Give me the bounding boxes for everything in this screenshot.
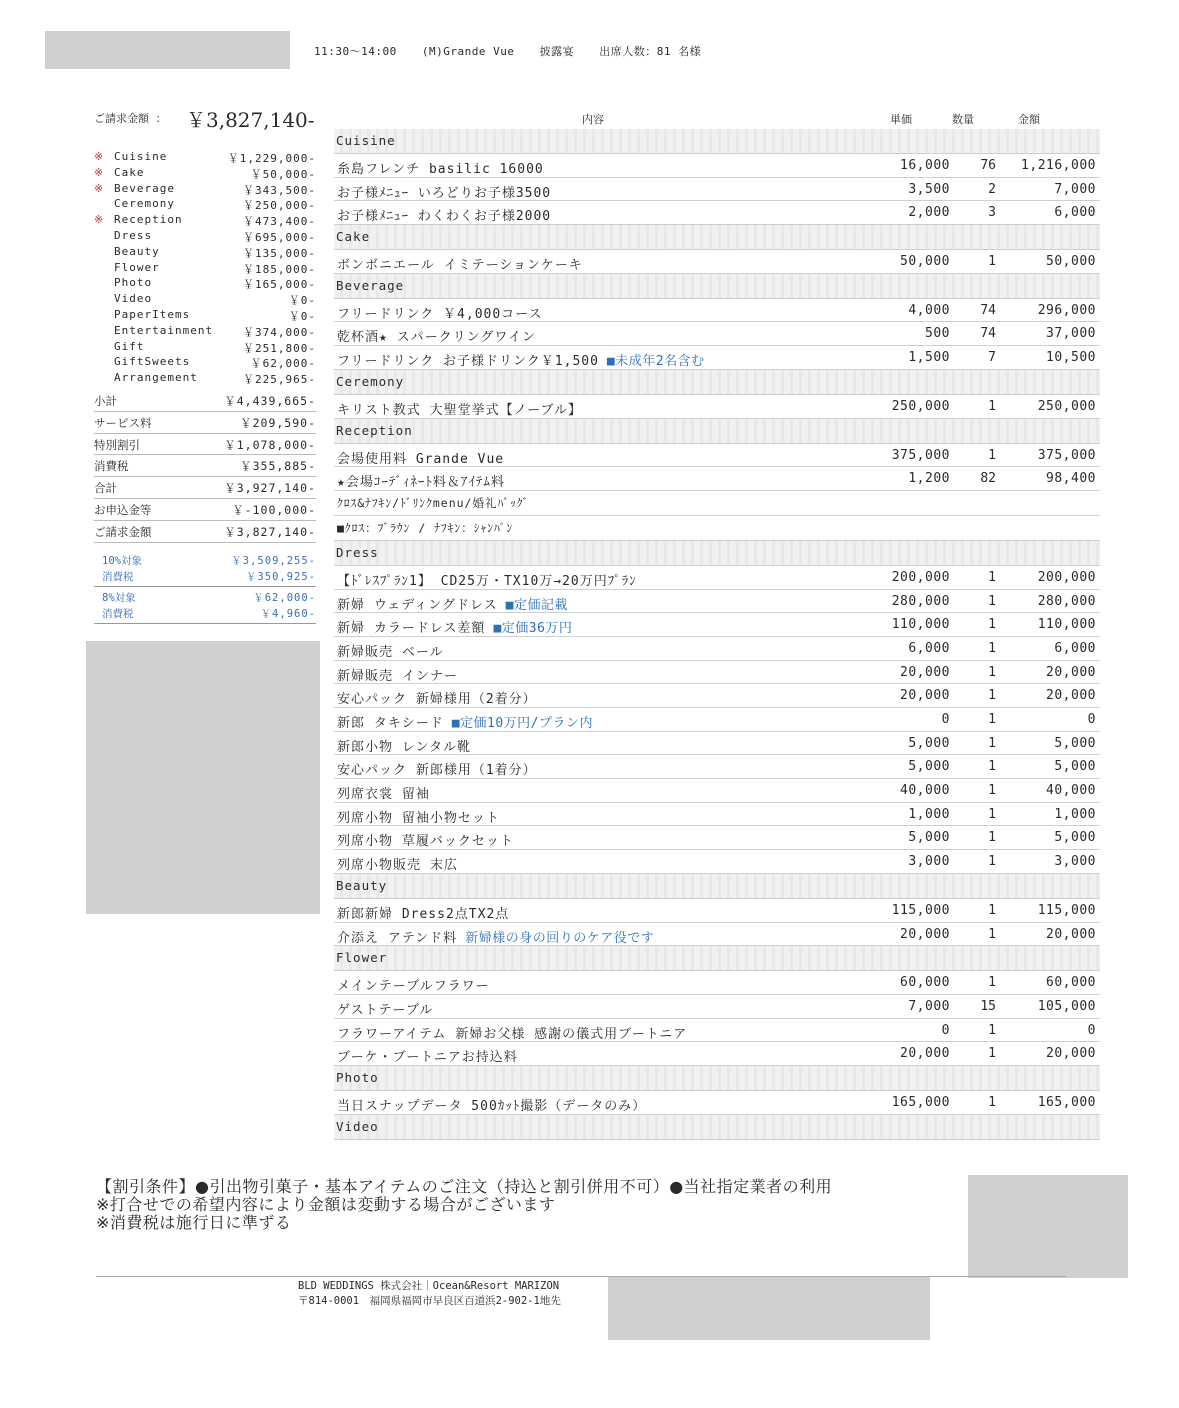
totals-value: ￥3,927,140-	[224, 481, 316, 496]
table-row	[334, 923, 1100, 947]
footer	[298, 1279, 561, 1309]
summary-row	[94, 197, 316, 213]
item-name: フラワーアイテム 新婦お父様 感謝の儀式用ブートニア	[337, 1026, 688, 1042]
table-row	[334, 995, 1100, 1019]
item-amount: 40,000	[1046, 783, 1096, 799]
summary-category-value: ￥62,000-	[250, 357, 316, 371]
summary-row	[94, 292, 316, 308]
item-name: 列席小物 留袖小物セット	[337, 810, 500, 826]
table-row	[334, 516, 1100, 541]
required-mark: ※	[94, 150, 105, 163]
required-mark: ※	[94, 165, 105, 179]
item-unit-price: 110,000	[891, 617, 950, 633]
item-quantity: 1	[988, 783, 996, 799]
category-name: Photo	[336, 1069, 379, 1085]
summary-category-name: Video	[114, 292, 153, 306]
summary-category-value: ￥1,229,000-	[227, 152, 316, 165]
table-header	[334, 111, 1100, 129]
summary-category-name: Beverage	[114, 181, 175, 195]
item-amount: 98,400	[1046, 471, 1096, 487]
category-row	[334, 129, 1100, 154]
summary-category-value: ￥343,500-	[243, 183, 316, 197]
event-venue: (M)Grande Vue	[421, 45, 515, 58]
summary-row	[94, 182, 316, 198]
item-quantity: 1	[988, 569, 996, 585]
item-note: ■定価10万円/プラン内	[451, 716, 594, 731]
category-name: Dress	[336, 544, 379, 560]
tax-value: ￥3,509,255-	[231, 555, 316, 567]
category-row	[334, 1115, 1100, 1140]
totals-row	[94, 412, 316, 434]
summary-category-value: ￥695,000-	[243, 230, 316, 244]
summary-category-value: ￥473,400-	[243, 215, 316, 229]
item-amount: 7,000	[1054, 181, 1096, 197]
item-name: ■ｸﾛｽ：ﾌﾞﾗｳﾝ / ﾅﾌｷﾝ：ｼｬﾝﾊﾟﾝ	[337, 520, 514, 535]
item-note: 新婦様の身の回りのケア役です	[465, 930, 655, 946]
table-row	[334, 971, 1100, 995]
item-quantity: 1	[988, 1022, 996, 1038]
tax-summary	[94, 553, 316, 627]
category-name: Cuisine	[336, 133, 396, 148]
guest-count: 出席人数：81 名様	[599, 45, 702, 58]
item-unit-price: 165,000	[891, 1094, 950, 1110]
item-unit-price: 20,000	[900, 664, 950, 680]
summary-category-name: Cuisine	[114, 150, 168, 163]
note-line: ※消費税は施行日に準ずる	[96, 1213, 292, 1232]
item-unit-price: 2,000	[908, 205, 950, 221]
event-time: 11:30〜14:00	[314, 45, 397, 58]
table-row	[334, 154, 1100, 178]
category-summary	[94, 150, 316, 387]
summary-category-name: Photo	[114, 276, 153, 290]
item-amount: 5,000	[1054, 830, 1096, 846]
summary-category-value: ￥251,800-	[243, 341, 316, 355]
summary-row	[94, 308, 316, 324]
footer-address: 〒814-0001 福岡県福岡市早良区百道浜2-902-1地先	[298, 1295, 561, 1307]
tax-row	[94, 590, 316, 606]
category-name: Cake	[336, 229, 371, 245]
item-unit-price: 200,000	[891, 569, 950, 585]
summary-row	[94, 371, 316, 387]
summary-category-value: ￥225,965-	[243, 373, 316, 387]
item-amount: 0	[1087, 712, 1096, 727]
item-quantity: 1	[988, 640, 996, 656]
item-unit-price: 20,000	[900, 688, 950, 704]
summary-row	[94, 355, 316, 371]
item-amount: 250,000	[1037, 398, 1096, 414]
item-name: 列席小物販売 末広	[337, 858, 458, 874]
summary-category-name: GiftSweets	[114, 355, 191, 369]
item-name: フリードリンク お子様ドリンク￥1,500 ■未成年2名含む	[337, 354, 705, 370]
summary-category-name: Cake	[114, 165, 145, 179]
table-row	[334, 444, 1100, 468]
summary-category-name: Entertainment	[114, 323, 214, 337]
item-name: 新郎小物 レンタル靴	[337, 739, 471, 755]
summary-category-value: ￥0-	[288, 309, 316, 323]
item-name: 会場使用料 Grande Vue	[337, 451, 505, 467]
category-row	[334, 419, 1100, 444]
item-amount: 280,000	[1037, 593, 1096, 609]
item-name: 新婦販売 インナー	[337, 668, 458, 684]
item-amount: 200,000	[1037, 569, 1096, 585]
item-amount: 3,000	[1054, 854, 1096, 870]
item-unit-price: 5,000	[908, 830, 950, 846]
tax-value: ￥62,000-	[253, 592, 316, 604]
item-amount: 1,000	[1054, 806, 1096, 822]
summary-row	[94, 229, 316, 245]
totals-row	[94, 434, 316, 456]
item-amount: 110,000	[1037, 617, 1096, 633]
tax-value: ￥4,960-	[260, 608, 316, 620]
conditions-notes	[96, 1178, 832, 1232]
redacted-area-top-left	[45, 31, 290, 69]
table-row	[334, 850, 1100, 874]
category-row	[334, 370, 1100, 395]
item-quantity: 1	[988, 854, 996, 870]
item-note: ■定価36万円	[493, 621, 573, 637]
table-row	[334, 250, 1100, 274]
required-mark: ※	[94, 181, 105, 195]
category-row	[334, 946, 1100, 971]
header-price: 単価	[890, 113, 912, 126]
summary-category-value: ￥50,000-	[250, 167, 316, 181]
event-header	[314, 43, 719, 59]
item-amount: 115,000	[1037, 902, 1096, 918]
item-amount: 20,000	[1046, 664, 1096, 680]
redacted-area-footer	[608, 1276, 930, 1340]
item-unit-price: 115,000	[891, 902, 950, 918]
item-name: ゲストテーブル	[337, 1002, 434, 1018]
item-unit-price: 20,000	[900, 1046, 950, 1062]
summary-category-value: ￥250,000-	[243, 199, 316, 213]
table-row	[334, 803, 1100, 827]
item-name: 安心パック 新郎様用（1着分）	[337, 763, 537, 779]
item-name: 新婦販売 ベール	[337, 644, 444, 660]
item-quantity: 1	[988, 806, 996, 822]
item-name: ★会場ｺｰﾃﾞｨﾈｰﾄ料＆ｱｲﾃﾑ料	[337, 475, 505, 491]
summary-category-name: Reception	[114, 213, 183, 227]
item-unit-price: 5,000	[908, 759, 950, 775]
item-quantity: 1	[988, 1094, 996, 1110]
item-name: ｸﾛｽ&ﾅﾌｷﾝ/ﾄﾞﾘﾝｸmenu/婚礼ﾊﾞｯｸﾞ	[337, 495, 530, 510]
required-mark: ※	[94, 213, 105, 227]
item-unit-price: 1,500	[908, 350, 950, 366]
item-quantity: 2	[988, 181, 996, 197]
item-quantity: 74	[980, 302, 996, 318]
redacted-area-bottom-right	[968, 1175, 1128, 1278]
item-unit-price: 0	[941, 712, 950, 727]
item-unit-price: 500	[925, 326, 950, 342]
item-quantity: 1	[988, 902, 996, 918]
totals-value: ￥-100,000-	[232, 502, 316, 517]
item-amount: 105,000	[1037, 998, 1096, 1014]
item-unit-price: 1,000	[908, 806, 950, 822]
item-amount: 1,216,000	[1021, 158, 1096, 173]
totals-label: 小計	[94, 394, 117, 408]
totals-summary	[94, 390, 316, 543]
totals-value: ￥355,885-	[240, 459, 316, 474]
summary-row	[94, 324, 316, 340]
item-name: キリスト教式 大聖堂挙式【ノーブル】	[337, 402, 583, 418]
tax-label: 8%対象	[102, 592, 136, 604]
table-row	[334, 899, 1100, 923]
totals-value: ￥209,590-	[240, 415, 316, 430]
table-row	[334, 826, 1100, 850]
table-row	[334, 708, 1100, 732]
tax-divider	[94, 623, 316, 624]
totals-row	[94, 499, 316, 521]
item-unit-price: 6,000	[908, 640, 950, 656]
summary-category-value: ￥165,000-	[243, 278, 316, 292]
item-quantity: 1	[988, 254, 996, 270]
table-row	[334, 732, 1100, 756]
summary-row	[94, 340, 316, 356]
totals-row	[94, 477, 316, 499]
table-row	[334, 566, 1100, 590]
tax-divider	[94, 586, 316, 587]
item-unit-price: 4,000	[908, 302, 950, 318]
billing-total-amount: ￥3,827,140-	[186, 108, 315, 132]
item-unit-price: 3,500	[908, 181, 950, 197]
item-name: メインテーブルフラワー	[337, 979, 490, 995]
item-amount: 37,000	[1046, 326, 1096, 342]
item-name: 列席小物 草履バックセット	[337, 834, 514, 850]
item-note: ■未成年2名含む	[606, 354, 705, 370]
item-amount: 6,000	[1054, 205, 1096, 221]
tax-label: 消費税	[102, 608, 134, 620]
item-quantity: 7	[988, 350, 996, 366]
item-quantity: 1	[988, 593, 996, 609]
category-name: Video	[336, 1118, 379, 1134]
header-content: 内容	[582, 113, 604, 126]
billing-total-label: ご請求金額 ：	[94, 112, 167, 125]
summary-category-name: Flower	[114, 260, 160, 274]
table-row	[334, 491, 1100, 516]
header-qty: 数量	[952, 113, 974, 126]
item-name: 新郎 タキシード ■定価10万円/プラン内	[337, 716, 594, 731]
item-amount: 5,000	[1054, 759, 1096, 775]
item-unit-price: 1,200	[908, 471, 950, 487]
tax-row	[94, 569, 316, 585]
item-unit-price: 20,000	[900, 926, 950, 942]
item-quantity: 1	[988, 688, 996, 704]
summary-category-name: Beauty	[114, 244, 160, 258]
category-row	[334, 1066, 1100, 1091]
item-amount: 60,000	[1046, 975, 1096, 991]
item-unit-price: 50,000	[900, 254, 950, 270]
item-quantity: 1	[988, 617, 996, 633]
item-quantity: 74	[980, 326, 996, 342]
summary-category-value: ￥0-	[288, 294, 316, 308]
item-name: 新婦 ウェディングドレス ■定価記載	[337, 597, 568, 613]
item-name: 乾杯酒★ スパークリングワイン	[337, 330, 537, 346]
item-amount: 0	[1087, 1022, 1096, 1038]
table-row	[334, 201, 1100, 225]
summary-category-name: Arrangement	[114, 371, 198, 385]
totals-row	[94, 455, 316, 477]
totals-row	[94, 390, 316, 412]
item-name: ボンボニエール イミテーションケーキ	[337, 258, 583, 274]
table-row	[334, 684, 1100, 708]
category-row	[334, 874, 1100, 899]
item-name: 糸島フレンチ basilic 16000	[337, 162, 544, 177]
totals-label: ご請求金額	[94, 524, 152, 539]
tax-label: 10%対象	[102, 555, 142, 567]
totals-value: ￥1,078,000-	[224, 437, 316, 452]
category-name: Beauty	[336, 877, 388, 893]
item-amount: 50,000	[1046, 254, 1096, 270]
item-unit-price: 0	[941, 1022, 950, 1038]
category-row	[334, 541, 1100, 566]
summary-row	[94, 245, 316, 261]
totals-label: サービス料	[94, 415, 152, 430]
item-name: 【ﾄﾞﾚｽﾌﾟﾗﾝ1】 CD25万・TX10万→20万円ﾌﾟﾗﾝ	[337, 573, 637, 589]
item-quantity: 76	[980, 158, 996, 173]
item-quantity: 1	[988, 712, 996, 727]
footer-divider	[96, 1276, 1066, 1277]
redacted-area-left-panel	[86, 641, 320, 914]
item-note: ■定価記載	[505, 597, 568, 613]
summary-row	[94, 261, 316, 277]
item-unit-price: 3,000	[908, 854, 950, 870]
item-name: お子様ﾒﾆｭｰ わくわくお子様2000	[337, 209, 552, 225]
summary-category-name: Dress	[114, 228, 153, 242]
event-type: 披露宴	[539, 45, 575, 58]
item-name: 安心パック 新婦様用（2着分）	[337, 692, 537, 708]
item-name: 新婦 カラードレス差額 ■定価36万円	[337, 621, 573, 637]
item-amount: 5,000	[1054, 735, 1096, 751]
item-quantity: 3	[988, 205, 996, 221]
table-row	[334, 637, 1100, 661]
tax-label: 消費税	[102, 571, 134, 583]
category-name: Flower	[336, 950, 388, 966]
item-unit-price: 280,000	[891, 593, 950, 609]
summary-row	[94, 166, 316, 182]
footer-company: BLD WEDDINGS 株式会社｜Ocean&Resort MARIZON	[298, 1280, 560, 1292]
item-amount: 20,000	[1046, 1046, 1096, 1062]
table-row	[334, 299, 1100, 323]
totals-label: 合計	[94, 481, 117, 496]
tax-row	[94, 606, 316, 622]
item-quantity: 1	[988, 975, 996, 991]
item-name: 新郎新婦 Dress2点TX2点	[337, 906, 510, 922]
item-quantity: 1	[988, 759, 996, 775]
summary-row	[94, 150, 316, 166]
item-quantity: 1	[988, 664, 996, 680]
totals-row	[94, 521, 316, 543]
totals-label: 消費税	[94, 459, 129, 474]
table-row	[334, 1091, 1100, 1115]
table-row	[334, 755, 1100, 779]
table-row	[334, 395, 1100, 419]
item-name: お子様ﾒﾆｭｰ いろどりお子様3500	[337, 185, 552, 201]
category-name: Beverage	[336, 277, 405, 293]
item-name: フリードリンク ￥4,000コース	[337, 306, 543, 322]
item-name: ブーケ・ブートニアお持込料	[337, 1050, 518, 1066]
item-unit-price: 375,000	[891, 447, 950, 463]
item-amount: 20,000	[1046, 688, 1096, 704]
item-amount: 165,000	[1037, 1094, 1096, 1110]
totals-label: お申込金等	[94, 502, 152, 517]
item-quantity: 1	[988, 1046, 996, 1062]
item-unit-price: 40,000	[900, 783, 950, 799]
note-line: 【割引条件】●引出物引菓子・基本アイテムのご注文（持込と割引併用不可）●当社指定業者の利用	[96, 1177, 833, 1196]
table-row	[334, 178, 1100, 202]
totals-value: ￥3,827,140-	[224, 524, 316, 539]
category-name: Reception	[336, 422, 413, 438]
summary-row	[94, 276, 316, 292]
item-unit-price: 16,000	[900, 158, 950, 173]
note-line: ※打合せでの希望内容により金額は変動する場合がございます	[96, 1195, 556, 1214]
item-amount: 20,000	[1046, 926, 1096, 942]
totals-value: ￥4,439,665-	[224, 394, 316, 408]
summary-category-value: ￥374,000-	[243, 325, 316, 339]
table-row	[334, 346, 1100, 370]
summary-category-name: Gift	[114, 339, 145, 353]
table-row	[334, 590, 1100, 614]
table-row	[334, 1042, 1100, 1066]
table-row	[334, 613, 1100, 637]
table-row	[334, 467, 1100, 491]
item-name: 列席衣裳 留袖	[337, 787, 430, 803]
category-row	[334, 274, 1100, 299]
item-quantity: 1	[988, 447, 996, 463]
item-amount: 6,000	[1054, 640, 1096, 656]
tax-value: ￥350,925-	[245, 571, 316, 583]
header-amount: 金額	[1018, 113, 1040, 126]
totals-label: 特別割引	[94, 437, 140, 452]
item-amount: 10,500	[1046, 350, 1096, 366]
item-quantity: 15	[980, 998, 996, 1014]
item-name: 介添え アテンド料 新婦様の身の回りのケア役です	[337, 930, 655, 946]
item-name: 当日スナップデータ 500ｶｯﾄ撮影（データのみ）	[337, 1098, 647, 1114]
item-amount: 296,000	[1037, 302, 1096, 318]
table-row	[334, 661, 1100, 685]
item-quantity: 1	[988, 830, 996, 846]
summary-category-name: PaperItems	[114, 307, 191, 321]
item-unit-price: 5,000	[908, 735, 950, 751]
item-unit-price: 250,000	[891, 398, 950, 414]
line-items-table	[334, 129, 1100, 1140]
summary-category-value: ￥135,000-	[243, 246, 316, 260]
item-unit-price: 60,000	[900, 975, 950, 991]
item-quantity: 82	[980, 471, 996, 487]
item-quantity: 1	[988, 735, 996, 751]
summary-category-name: Ceremony	[114, 197, 175, 211]
summary-category-value: ￥185,000-	[243, 262, 316, 276]
summary-row	[94, 213, 316, 229]
item-unit-price: 7,000	[908, 998, 950, 1014]
item-quantity: 1	[988, 398, 996, 414]
item-amount: 375,000	[1037, 447, 1096, 463]
category-name: Ceremony	[336, 373, 405, 389]
tax-row	[94, 553, 316, 569]
table-row	[334, 1019, 1100, 1043]
category-row	[334, 225, 1100, 250]
item-quantity: 1	[988, 926, 996, 942]
table-row	[334, 322, 1100, 346]
table-row	[334, 779, 1100, 803]
